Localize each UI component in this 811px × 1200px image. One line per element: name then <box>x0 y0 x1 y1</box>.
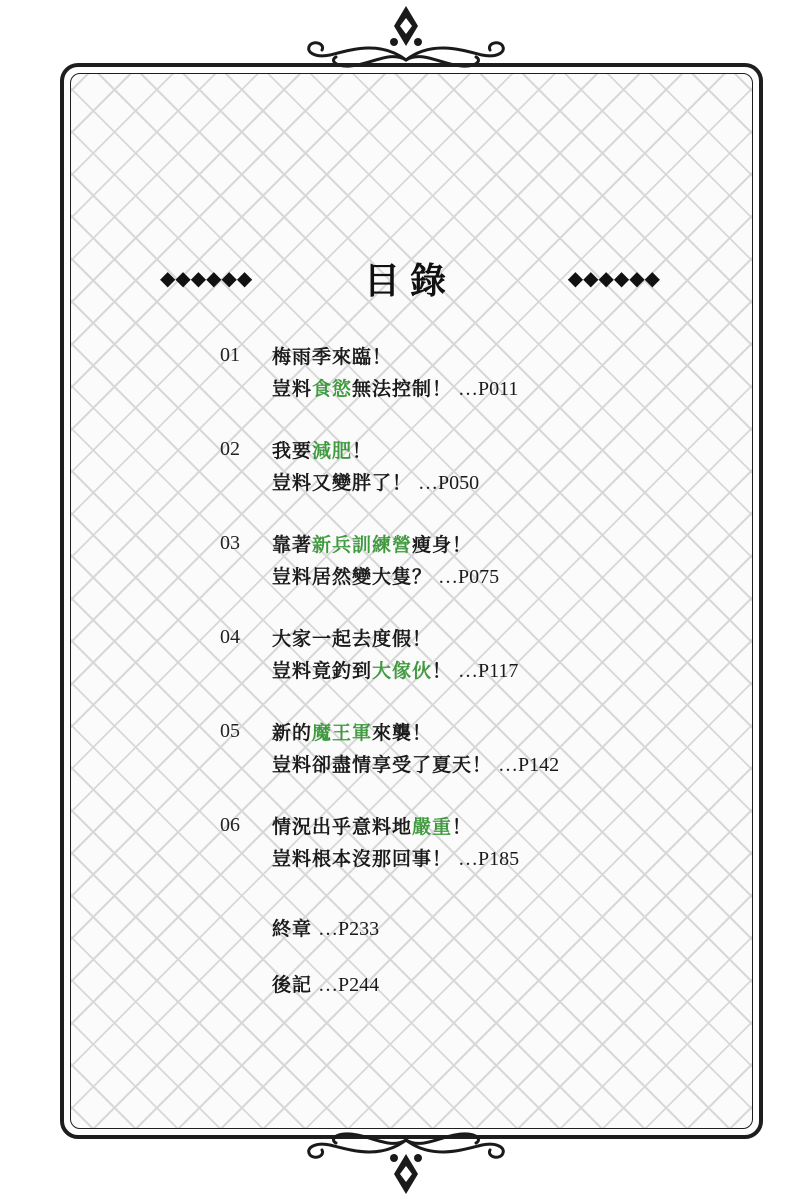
page-frame-inner <box>70 73 753 1129</box>
entry-text: 梅雨季來臨！ <box>272 346 393 368</box>
bottom-ornament-icon <box>290 1130 522 1200</box>
chapter-title-line1 <box>272 624 432 651</box>
page-number: …P244 <box>318 974 380 996</box>
entry-text: 瘦身！ <box>412 534 473 556</box>
highlighted-text: 魔王軍 <box>312 722 373 744</box>
chapter-number: 02 <box>220 438 240 460</box>
page-number: …P011 <box>458 378 519 400</box>
page-number: …P075 <box>438 566 500 588</box>
chapter-number: 03 <box>220 532 240 554</box>
chapter-number: 04 <box>220 626 240 648</box>
chapter-title-line2 <box>272 468 479 495</box>
entry-text: 豈料居然變大隻？ <box>272 566 433 588</box>
entry-text: 無法控制！ <box>352 378 453 400</box>
chapter-title-line1 <box>272 436 372 463</box>
chapter-number: 06 <box>220 814 240 836</box>
extra-title-line <box>272 970 379 997</box>
entry-text: 豈料根本沒那回事！ <box>272 848 453 870</box>
chapter-title-line1 <box>272 342 392 369</box>
page-number: …P050 <box>418 472 480 494</box>
chapter-title-line1 <box>272 530 472 557</box>
page-title: 目錄 <box>363 260 456 302</box>
highlighted-text: 新兵訓練營 <box>312 534 413 556</box>
extra-label: 終章 <box>272 918 313 940</box>
highlighted-text: 嚴重 <box>412 816 453 838</box>
chapter-title-line1 <box>272 812 472 839</box>
entry-text: 來襲！ <box>372 722 433 744</box>
entry-text: ！ <box>352 440 373 462</box>
entry-text: 靠著 <box>272 534 313 556</box>
right-diamonds-icon: ◆◆◆◆◆◆ <box>567 266 660 290</box>
entry-text: 大家一起去度假！ <box>272 628 433 650</box>
entry-text: ！ <box>452 816 473 838</box>
entry-text: ！ <box>432 660 453 682</box>
entry-text: 情況出乎意料地 <box>272 816 413 838</box>
chapter-title-line2 <box>272 374 518 401</box>
chapter-title-line2 <box>272 750 559 777</box>
chapter-title-line2 <box>272 656 518 683</box>
chapter-title-line1 <box>272 718 432 745</box>
chapter-title-line2 <box>272 844 519 871</box>
entry-text: 新的 <box>272 722 313 744</box>
chapter-number: 05 <box>220 720 240 742</box>
chapter-title-line2 <box>272 562 499 589</box>
extra-label: 後記 <box>272 974 313 996</box>
entry-text: 我要 <box>272 440 313 462</box>
page-number: …P185 <box>458 848 520 870</box>
highlighted-text: 食慾 <box>312 378 353 400</box>
highlighted-text: 大傢伙 <box>372 660 433 682</box>
entry-text: 豈料又變胖了！ <box>272 472 413 494</box>
toc-title-row <box>160 250 660 306</box>
extra-title-line <box>272 914 379 941</box>
entry-text: 豈料竟釣到 <box>272 660 373 682</box>
page-number: …P142 <box>498 754 560 776</box>
entry-text: 豈料卻盡情享受了夏天！ <box>272 754 493 776</box>
chapter-number: 01 <box>220 344 240 366</box>
top-ornament-icon <box>290 0 522 70</box>
left-diamonds-icon: ◆◆◆◆◆◆ <box>160 266 253 290</box>
entry-text: 豈料 <box>272 378 313 400</box>
highlighted-text: 減肥 <box>312 440 353 462</box>
page-number: …P233 <box>318 918 380 940</box>
page-number: …P117 <box>458 660 519 682</box>
